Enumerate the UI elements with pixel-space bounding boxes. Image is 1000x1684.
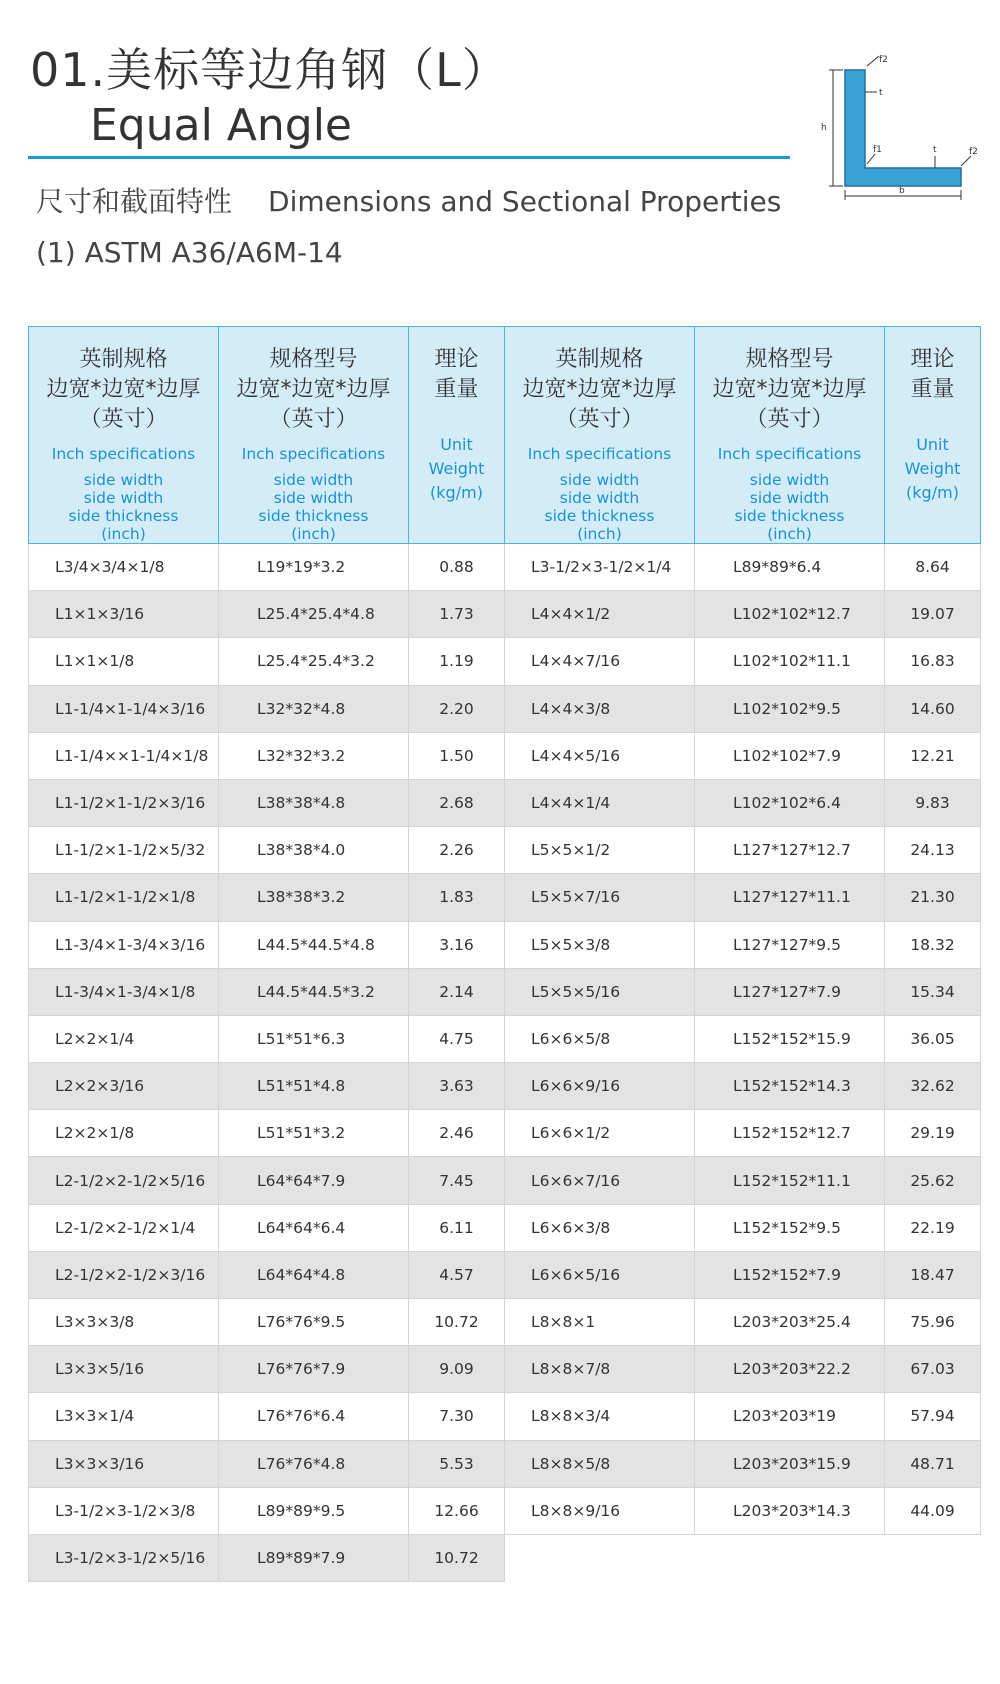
cell-unit-weight: 19.07 bbox=[885, 591, 981, 638]
cell-unit-weight: 32.62 bbox=[885, 1063, 981, 1110]
cell-model-spec: L203*203*19 bbox=[695, 1393, 885, 1440]
cell-unit-weight: 9.09 bbox=[409, 1346, 505, 1393]
cell-unit-weight: 18.47 bbox=[885, 1251, 981, 1298]
cell-unit-weight: 15.34 bbox=[885, 968, 981, 1015]
cell-inch-spec: L4×4×1/4 bbox=[505, 779, 695, 826]
cell-unit-weight: 2.14 bbox=[409, 968, 505, 1015]
cell-unit-weight: 2.68 bbox=[409, 779, 505, 826]
angle-profile-shape bbox=[845, 70, 961, 186]
cell-inch-spec: L3×3×5/16 bbox=[29, 1346, 219, 1393]
cell-unit-weight: 21.30 bbox=[885, 874, 981, 921]
cell-inch-spec: L1-1/4×1-1/4×3/16 bbox=[29, 685, 219, 732]
cell-model-spec: L76*76*6.4 bbox=[219, 1393, 409, 1440]
cell-inch-spec: L3-1/2×3-1/2×5/16 bbox=[29, 1534, 219, 1581]
cell-inch-spec: L1-1/2×1-1/2×3/16 bbox=[29, 779, 219, 826]
cell-unit-weight: 44.09 bbox=[885, 1487, 981, 1534]
cell-unit-weight: 3.16 bbox=[409, 921, 505, 968]
cell-inch-spec: L6×6×3/8 bbox=[505, 1204, 695, 1251]
cell-unit-weight: 29.19 bbox=[885, 1110, 981, 1157]
section-subtitle bbox=[36, 180, 781, 220]
cell-inch-spec: L8×8×9/16 bbox=[505, 1487, 695, 1534]
cell-inch-spec: L3-1/2×3-1/2×1/4 bbox=[505, 544, 695, 591]
cell-model-spec: L127*127*12.7 bbox=[695, 827, 885, 874]
cell-inch-spec: L8×8×1 bbox=[505, 1299, 695, 1346]
cell-model-spec: L127*127*7.9 bbox=[695, 968, 885, 1015]
table-row bbox=[29, 1251, 981, 1298]
cell-model-spec: L102*102*6.4 bbox=[695, 779, 885, 826]
table-row bbox=[29, 1487, 981, 1534]
cell-unit-weight: 57.94 bbox=[885, 1393, 981, 1440]
cell-inch-spec: L3×3×3/16 bbox=[29, 1440, 219, 1487]
cell-unit-weight: 9.83 bbox=[885, 779, 981, 826]
cell-model-spec: L127*127*9.5 bbox=[695, 921, 885, 968]
cell-unit-weight: 12.21 bbox=[885, 732, 981, 779]
empty-cell bbox=[505, 1534, 695, 1581]
cell-unit-weight: 14.60 bbox=[885, 685, 981, 732]
cell-inch-spec: L1-3/4×1-3/4×3/16 bbox=[29, 921, 219, 968]
empty-cell bbox=[695, 1534, 885, 1581]
cell-model-spec: L38*38*4.0 bbox=[219, 827, 409, 874]
cell-model-spec: L25.4*25.4*4.8 bbox=[219, 591, 409, 638]
cell-inch-spec: L5×5×1/2 bbox=[505, 827, 695, 874]
cell-unit-weight: 16.83 bbox=[885, 638, 981, 685]
cell-unit-weight: 67.03 bbox=[885, 1346, 981, 1393]
cell-inch-spec: L1-3/4×1-3/4×1/8 bbox=[29, 968, 219, 1015]
table-body bbox=[29, 544, 981, 1582]
table-row bbox=[29, 685, 981, 732]
table-row bbox=[29, 1393, 981, 1440]
cell-unit-weight: 10.72 bbox=[409, 1299, 505, 1346]
table-row bbox=[29, 1346, 981, 1393]
cell-inch-spec: L5×5×5/16 bbox=[505, 968, 695, 1015]
cell-inch-spec: L1×1×1/8 bbox=[29, 638, 219, 685]
cell-inch-spec: L4×4×1/2 bbox=[505, 591, 695, 638]
cell-inch-spec: L4×4×7/16 bbox=[505, 638, 695, 685]
cell-inch-spec: L1-1/2×1-1/2×1/8 bbox=[29, 874, 219, 921]
cell-unit-weight: 4.75 bbox=[409, 1015, 505, 1062]
cell-unit-weight: 22.19 bbox=[885, 1204, 981, 1251]
page-title-cn: 01.美标等边角钢（L） bbox=[30, 43, 509, 97]
cell-unit-weight: 2.20 bbox=[409, 685, 505, 732]
label-t-top: t bbox=[879, 88, 883, 98]
cell-model-spec: L76*76*7.9 bbox=[219, 1346, 409, 1393]
cell-unit-weight: 1.19 bbox=[409, 638, 505, 685]
cell-inch-spec: L5×5×3/8 bbox=[505, 921, 695, 968]
cell-model-spec: L152*152*12.7 bbox=[695, 1110, 885, 1157]
cell-unit-weight: 5.53 bbox=[409, 1440, 505, 1487]
cell-unit-weight: 48.71 bbox=[885, 1440, 981, 1487]
table-row bbox=[29, 1110, 981, 1157]
subtitle-cn: 尺寸和截面特性 bbox=[36, 185, 233, 218]
cell-model-spec: L102*102*12.7 bbox=[695, 591, 885, 638]
header-inch-spec: 英制规格 边宽*边宽*边厚 （英寸） Inch specifications side width side width side thickness (inch) bbox=[29, 327, 219, 544]
table-row bbox=[29, 921, 981, 968]
cell-model-spec: L64*64*6.4 bbox=[219, 1204, 409, 1251]
cell-inch-spec: L6×6×1/2 bbox=[505, 1110, 695, 1157]
cell-inch-spec: L3×3×1/4 bbox=[29, 1393, 219, 1440]
cell-model-spec: L127*127*11.1 bbox=[695, 874, 885, 921]
cell-model-spec: L32*32*4.8 bbox=[219, 685, 409, 732]
cell-inch-spec: L2-1/2×2-1/2×3/16 bbox=[29, 1251, 219, 1298]
page-title-en: Equal Angle bbox=[90, 100, 353, 151]
cell-model-spec: L89*89*6.4 bbox=[695, 544, 885, 591]
cell-inch-spec: L3×3×3/8 bbox=[29, 1299, 219, 1346]
table-row bbox=[29, 874, 981, 921]
cell-model-spec: L102*102*7.9 bbox=[695, 732, 885, 779]
cell-unit-weight: 12.66 bbox=[409, 1487, 505, 1534]
cell-inch-spec: L6×6×5/8 bbox=[505, 1015, 695, 1062]
cell-model-spec: L203*203*14.3 bbox=[695, 1487, 885, 1534]
cell-model-spec: L102*102*9.5 bbox=[695, 685, 885, 732]
subtitle-en: Dimensions and Sectional Properties bbox=[268, 185, 782, 218]
cell-model-spec: L76*76*9.5 bbox=[219, 1299, 409, 1346]
table-row bbox=[29, 968, 981, 1015]
cell-unit-weight: 1.83 bbox=[409, 874, 505, 921]
label-f1: f1 bbox=[873, 145, 882, 155]
cell-model-spec: L51*51*4.8 bbox=[219, 1063, 409, 1110]
table-row bbox=[29, 1204, 981, 1251]
equal-angle-diagram bbox=[815, 52, 985, 202]
header-model-spec: 规格型号 边宽*边宽*边厚 （英寸） Inch specifications side width side width side thickness (inch) bbox=[219, 327, 409, 544]
cell-unit-weight: 3.63 bbox=[409, 1063, 505, 1110]
table-row bbox=[29, 732, 981, 779]
cell-model-spec: L152*152*9.5 bbox=[695, 1204, 885, 1251]
cell-model-spec: L44.5*44.5*4.8 bbox=[219, 921, 409, 968]
table-header-row bbox=[29, 327, 981, 544]
cell-inch-spec: L8×8×3/4 bbox=[505, 1393, 695, 1440]
label-f2-top: f2 bbox=[879, 55, 888, 65]
cell-inch-spec: L2×2×1/8 bbox=[29, 1110, 219, 1157]
cell-inch-spec: L1-1/4××1-1/4×1/8 bbox=[29, 732, 219, 779]
cell-model-spec: L152*152*11.1 bbox=[695, 1157, 885, 1204]
cell-model-spec: L19*19*3.2 bbox=[219, 544, 409, 591]
header-model-spec-2: 规格型号 边宽*边宽*边厚 （英寸） Inch specifications side width side width side thickness (inch) bbox=[695, 327, 885, 544]
header-unit-weight: 理论 重量 Unit Weight (kg/m) bbox=[409, 327, 505, 544]
header-inch-spec-2: 英制规格 边宽*边宽*边厚 （英寸） Inch specifications side width side width side thickness (inch) bbox=[505, 327, 695, 544]
label-h: h bbox=[821, 123, 827, 133]
cell-unit-weight: 2.46 bbox=[409, 1110, 505, 1157]
cell-inch-spec: L8×8×7/8 bbox=[505, 1346, 695, 1393]
cell-inch-spec: L3/4×3/4×1/8 bbox=[29, 544, 219, 591]
cell-unit-weight: 8.64 bbox=[885, 544, 981, 591]
cell-unit-weight: 75.96 bbox=[885, 1299, 981, 1346]
table-row bbox=[29, 1440, 981, 1487]
cell-model-spec: L64*64*4.8 bbox=[219, 1251, 409, 1298]
label-f2-right: f2 bbox=[969, 147, 978, 157]
cell-inch-spec: L2-1/2×2-1/2×1/4 bbox=[29, 1204, 219, 1251]
cell-model-spec: L44.5*44.5*3.2 bbox=[219, 968, 409, 1015]
cell-inch-spec: L4×4×3/8 bbox=[505, 685, 695, 732]
cell-unit-weight: 7.30 bbox=[409, 1393, 505, 1440]
cell-unit-weight: 2.26 bbox=[409, 827, 505, 874]
cell-inch-spec: L1-1/2×1-1/2×5/32 bbox=[29, 827, 219, 874]
table-row bbox=[29, 1299, 981, 1346]
cell-unit-weight: 24.13 bbox=[885, 827, 981, 874]
title-divider bbox=[28, 156, 790, 159]
table-row bbox=[29, 827, 981, 874]
cell-inch-spec: L2×2×1/4 bbox=[29, 1015, 219, 1062]
table-row bbox=[29, 779, 981, 826]
cell-model-spec: L38*38*4.8 bbox=[219, 779, 409, 826]
cell-model-spec: L203*203*22.2 bbox=[695, 1346, 885, 1393]
cell-unit-weight: 7.45 bbox=[409, 1157, 505, 1204]
cell-inch-spec: L2-1/2×2-1/2×5/16 bbox=[29, 1157, 219, 1204]
label-t-right: t bbox=[933, 145, 937, 155]
cell-model-spec: L38*38*3.2 bbox=[219, 874, 409, 921]
cell-inch-spec: L2×2×3/16 bbox=[29, 1063, 219, 1110]
cell-model-spec: L76*76*4.8 bbox=[219, 1440, 409, 1487]
cell-model-spec: L51*51*6.3 bbox=[219, 1015, 409, 1062]
cell-model-spec: L89*89*9.5 bbox=[219, 1487, 409, 1534]
cell-unit-weight: 4.57 bbox=[409, 1251, 505, 1298]
empty-cell bbox=[885, 1534, 981, 1581]
cell-unit-weight: 6.11 bbox=[409, 1204, 505, 1251]
cell-model-spec: L51*51*3.2 bbox=[219, 1110, 409, 1157]
table-row bbox=[29, 1063, 981, 1110]
cell-inch-spec: L4×4×5/16 bbox=[505, 732, 695, 779]
table-row bbox=[29, 1157, 981, 1204]
cell-model-spec: L64*64*7.9 bbox=[219, 1157, 409, 1204]
table-row bbox=[29, 1015, 981, 1062]
cell-inch-spec: L6×6×9/16 bbox=[505, 1063, 695, 1110]
cell-model-spec: L152*152*15.9 bbox=[695, 1015, 885, 1062]
cell-unit-weight: 10.72 bbox=[409, 1534, 505, 1581]
equal-angle-table bbox=[28, 326, 981, 1582]
table-row bbox=[29, 1534, 981, 1581]
cell-model-spec: L152*152*7.9 bbox=[695, 1251, 885, 1298]
cell-unit-weight: 1.73 bbox=[409, 591, 505, 638]
label-b: b bbox=[899, 186, 905, 196]
cell-inch-spec: L3-1/2×3-1/2×3/8 bbox=[29, 1487, 219, 1534]
cell-model-spec: L25.4*25.4*3.2 bbox=[219, 638, 409, 685]
cell-model-spec: L152*152*14.3 bbox=[695, 1063, 885, 1110]
cell-inch-spec: L1×1×3/16 bbox=[29, 591, 219, 638]
cell-unit-weight: 36.05 bbox=[885, 1015, 981, 1062]
standard-label: (1) ASTM A36/A6M-14 bbox=[36, 236, 343, 269]
table-row bbox=[29, 544, 981, 591]
cell-unit-weight: 25.62 bbox=[885, 1157, 981, 1204]
cell-model-spec: L203*203*15.9 bbox=[695, 1440, 885, 1487]
cell-inch-spec: L8×8×5/8 bbox=[505, 1440, 695, 1487]
cell-inch-spec: L6×6×5/16 bbox=[505, 1251, 695, 1298]
header-unit-weight-2: 理论 重量 Unit Weight (kg/m) bbox=[885, 327, 981, 544]
cell-model-spec: L203*203*25.4 bbox=[695, 1299, 885, 1346]
cell-model-spec: L89*89*7.9 bbox=[219, 1534, 409, 1581]
table-row bbox=[29, 591, 981, 638]
cell-inch-spec: L6×6×7/16 bbox=[505, 1157, 695, 1204]
cell-inch-spec: L5×5×7/16 bbox=[505, 874, 695, 921]
cell-model-spec: L102*102*11.1 bbox=[695, 638, 885, 685]
cell-unit-weight: 18.32 bbox=[885, 921, 981, 968]
cell-unit-weight: 1.50 bbox=[409, 732, 505, 779]
table-row bbox=[29, 638, 981, 685]
cell-model-spec: L32*32*3.2 bbox=[219, 732, 409, 779]
cell-unit-weight: 0.88 bbox=[409, 544, 505, 591]
